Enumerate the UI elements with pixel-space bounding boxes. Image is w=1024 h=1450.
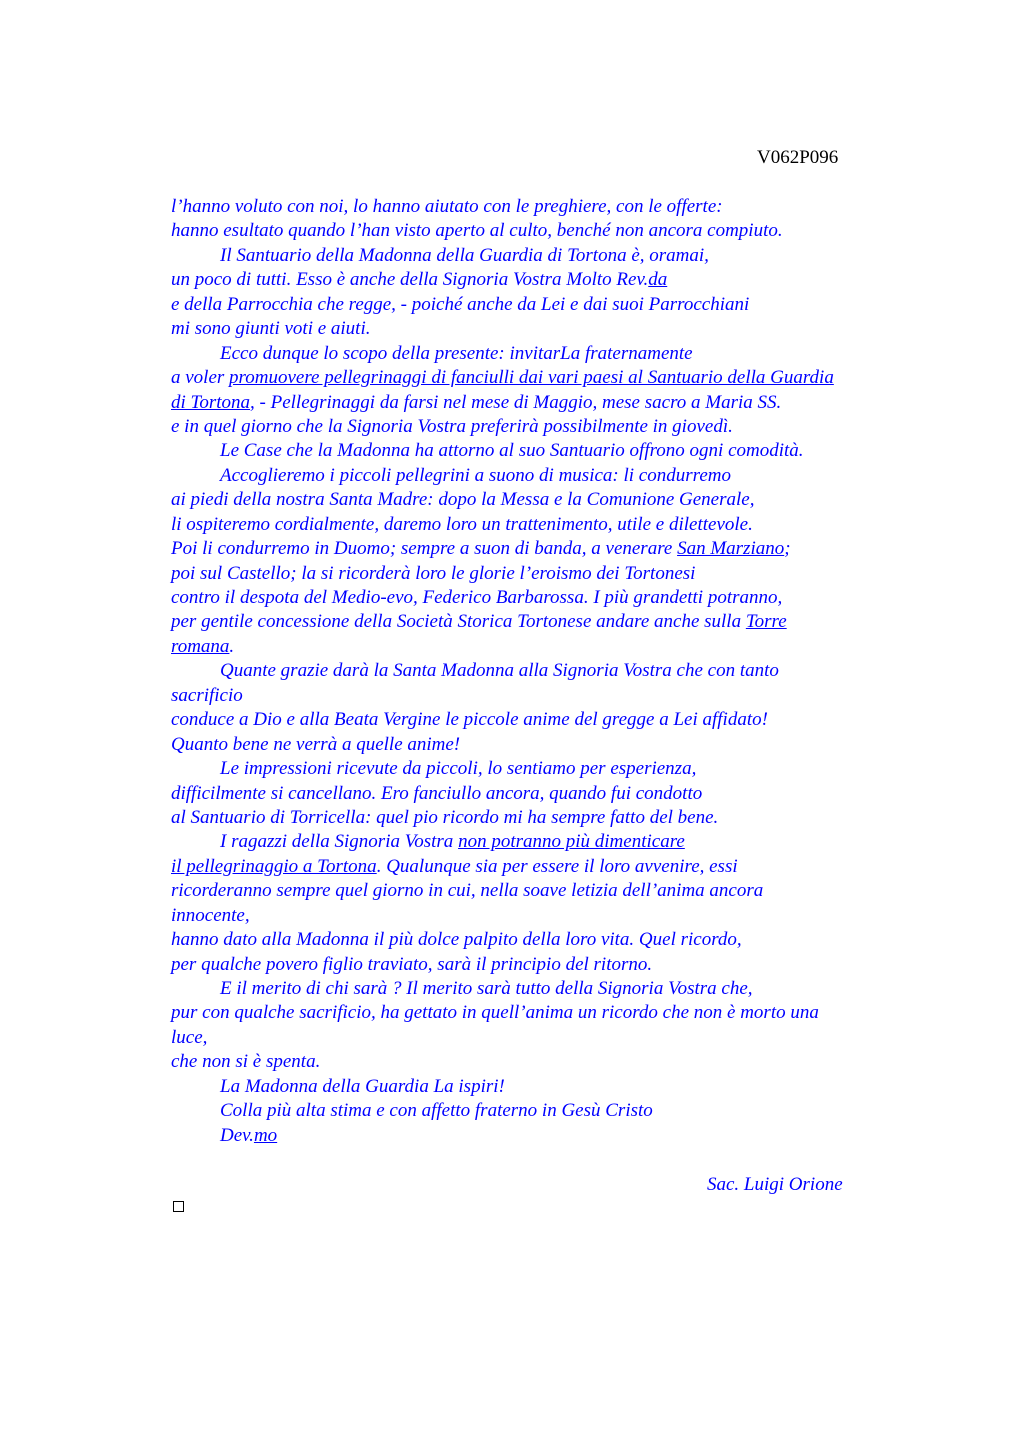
underlined-text: non potranno più dimenticare bbox=[458, 831, 685, 853]
letter-line: a voler promuovere pellegrinaggi di fanciulli dai vari paesi al Santuario della Guardia bbox=[171, 367, 834, 389]
letter-line: ricorderanno sempre quel giorno in cui, nella soave letizia dell’anima ancora bbox=[171, 880, 764, 902]
letter-line: di Tortona, - Pellegrinaggi da farsi nel mese di Maggio, mese sacro a Maria SS. bbox=[171, 391, 782, 413]
letter-line: luce, bbox=[171, 1026, 208, 1048]
letter-line: contro il despota del Medio-evo, Federico Barbarossa. I più grandetti potranno, bbox=[171, 587, 783, 608]
letter-line: sacrificio bbox=[171, 684, 243, 706]
letter-line: l’hanno voluto con noi, lo hanno aiutato con le preghiere, con le offerte: bbox=[171, 196, 723, 217]
letter-line: difficilmente si cancellano. Ero fanciullo ancora, quando fui condotto bbox=[171, 782, 703, 804]
underlined-text: San Marziano bbox=[677, 538, 785, 560]
letter-line: Quante grazie darà la Santa Madonna alla Signoria Vostra che con tanto bbox=[220, 660, 779, 682]
letter-line: Le Case che la Madonna ha attorno al suo Santuario offrono ogni comodità. bbox=[220, 440, 804, 462]
letter-line: E il merito di chi sarà ? Il merito sarà tutto della Signoria Vostra che, bbox=[220, 978, 753, 999]
letter-line: innocente, bbox=[171, 904, 250, 926]
letter-line: hanno esultato quando l’han visto aperto al culto, benché non ancora compiuto. bbox=[171, 220, 783, 242]
letter-line: I ragazzi della Signoria Vostra non potranno più dimenticare bbox=[220, 831, 685, 853]
letter-line: un poco di tutti. Esso è anche della Signoria Vostra Molto Rev.da bbox=[171, 269, 668, 291]
letter-line: conduce a Dio e alla Beata Vergine le piccole anime del gregge a Lei affidato! bbox=[171, 709, 768, 731]
end-of-document-box-icon bbox=[173, 1201, 184, 1212]
letter-line: Accoglieremo i piccoli pellegrini a suono di musica: li condurremo bbox=[220, 464, 731, 486]
letter-line: che non si è spenta. bbox=[171, 1051, 321, 1073]
letter-line: ai piedi della nostra Santa Madre: dopo la Messa e la Comunione Generale, bbox=[171, 489, 755, 511]
letter-body bbox=[171, 195, 911, 1148]
letter-line: Colla più alta stima e con affetto fraterno in Gesù Cristo bbox=[220, 1100, 653, 1122]
letter-line: per gentile concessione della Società Storica Tortonese andare anche sulla Torre bbox=[171, 611, 787, 633]
letter-line: poi sul Castello; la si ricorderà loro le glorie l’eroismo dei Tortonesi bbox=[171, 562, 696, 584]
underlined-text: di Tortona bbox=[171, 391, 251, 413]
letter-line: hanno dato alla Madonna il più dolce palpito della loro vita. Quel ricordo, bbox=[171, 929, 742, 951]
superscript-abbrev: mo bbox=[253, 1124, 278, 1146]
letter-line: e in quel giorno che la Signoria Vostra preferirà possibilmente in giovedì. bbox=[171, 415, 733, 437]
letter-line: Ecco dunque lo scopo della presente: invitarLa fraternamente bbox=[220, 342, 693, 364]
letter-line: Quanto bene ne verrà a quelle anime! bbox=[171, 733, 461, 755]
underlined-text: il pellegrinaggio a Tortona bbox=[171, 855, 377, 877]
letter-line: mi sono giunti voti e aiuti. bbox=[171, 318, 371, 340]
letter-line: al Santuario di Torricella: quel pio ricordo mi ha sempre fatto del bene. bbox=[171, 806, 719, 828]
signature: Sac. Luigi Orione bbox=[707, 1174, 843, 1195]
letter-line: Poi li condurremo in Duomo; sempre a suon di banda, a venerare San Marziano; bbox=[171, 538, 791, 560]
letter-line: La Madonna della Guardia La ispiri! bbox=[220, 1075, 505, 1097]
underlined-text: romana bbox=[171, 635, 230, 657]
letter-line: pur con qualche sacrificio, ha gettato in quell’anima un ricordo che non è morto una bbox=[171, 1002, 819, 1024]
underlined-text: Torre bbox=[745, 611, 787, 633]
letter-line: per qualche povero figlio traviato, sarà il principio del ritorno. bbox=[171, 953, 653, 975]
underlined-text: promuovere pellegrinaggi di fanciulli dai vari paesi al Santuario della Guardia bbox=[229, 367, 834, 389]
letter-line: il pellegrinaggio a Tortona. Qualunque sia per essere il loro avvenire, essi bbox=[171, 855, 738, 877]
letter-line: e della Parrocchia che regge, - poiché anche da Lei e dai suoi Parrocchiani bbox=[171, 293, 750, 315]
letter-line: Le impressioni ricevute da piccoli, lo sentiamo per esperienza, bbox=[220, 758, 697, 780]
letter-line: romana. bbox=[171, 635, 235, 657]
letter-line: Dev.mo bbox=[220, 1124, 278, 1146]
page-identifier: V062P096 bbox=[757, 147, 839, 168]
superscript-abbrev: da bbox=[648, 269, 668, 291]
letter-line: Il Santuario della Madonna della Guardia di Tortona è, oramai, bbox=[220, 244, 709, 266]
letter-line: li ospiteremo cordialmente, daremo loro un trattenimento, utile e dilettevole. bbox=[171, 513, 753, 535]
